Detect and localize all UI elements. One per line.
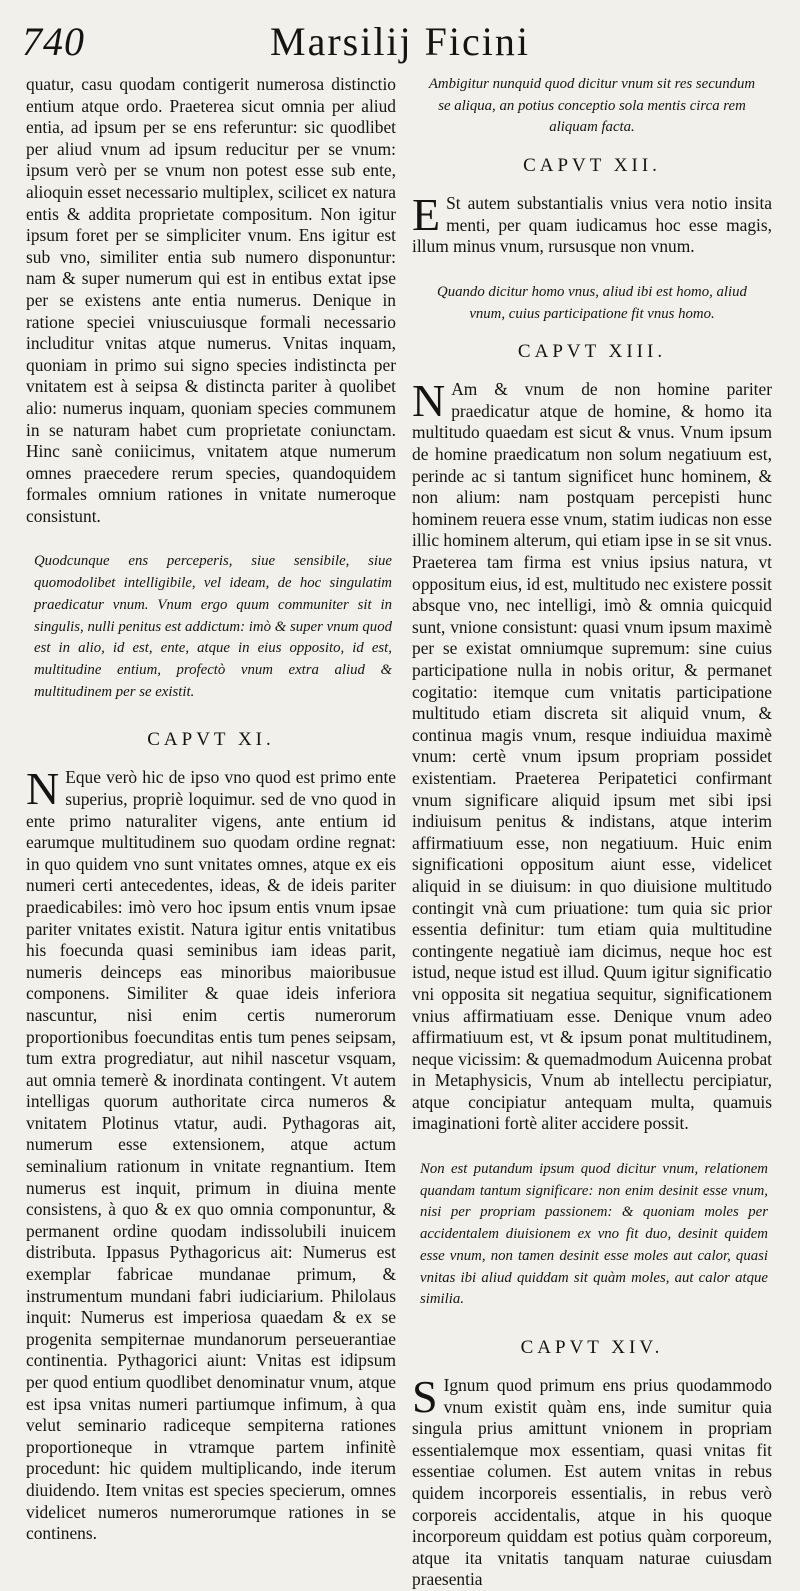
page-number: 740 xyxy=(22,19,85,64)
running-title: Marsilij Ficini xyxy=(270,19,530,64)
left-column xyxy=(26,74,396,1545)
drop-cap: N xyxy=(26,763,60,815)
right-paragraph-14-text: Ignum quod primum ens prius quodammodo vnum existit quàm ens, inde sumitur quia singula prius amittunt vnionem in propriam essentialemque mox essentiam, quasi vnitas fit essentiae columen. Est autem vnitas in rebus quidem incorporeis essentialis, in rebus verò corporeis accidentalis, atque in his quoque incorporeum quiddam est potius quàm corporeum, atque ita vnitatis tanquam naturae cuiusdam praesentia xyxy=(412,1375,772,1590)
right-column xyxy=(412,74,772,1591)
right-paragraph-13-text: Am & vnum de non homine pariter praedicatur atque de homine, & homo ita multitudo quaedam est sicut & vnus. Vnum ipsum de homine praedicatum non solum negatiuum est, perinde ac si tantum significet hunc hominem, & non alium: nam postquam percepisti hunc hominem reuera esse vnum, statim iudicas non esse illic hominem alterum, qui etiam ipse in se sit vnus. Praeterea tam firma est vnius ipsius natura, vt oppositum eius, id est, multitudo nec existere possit absque vno, nec intelligi, imò & omnia quicquid sunt, vnione consistunt: quasi vnum ipsum maximè per se existat omniumque supremum: sine cuius participatione nulla in nobis oritur, & permanet cogitatio: itemque cum vnitatis participatione multitudo etiam discreta sit aliquid vnum, & continua magis vnum, resque indiuidua maximè vnum: certè vnum ipsum propriam possidet existentiam. Praeterea Peripatetici confirmant vnum significare aliquid ipsum met sibi ipsi indiuisum penitus & indistans, atque interim affirmatiuum esse, non negatiuum. Huic enim significationi oppositum aiunt esse, videlicet aliquid in se diuisum: in quo diuisione multitudo contingit vnà cum priuatione: tum quia sic prior essentia definitur: tum etiam quia multitudine contingente negatiuè iam dicimus, neque hoc est istud, neque istud est illud. Quum igitur significatio vni opposita sit negatiua sequitur, significationem vnius affirmatiuam esse. Denique vnum adeo affirmatiuum est, vt & ipsum ponat multitudinem, neque vicissim: & quemadmodum Auicenna probat in Metaphysicis, Vnum ab intellectu percipiatur, atque concipiatur antequam multa, quamuis imaginationi fortè aliter accidere possit. xyxy=(412,379,772,1134)
chapter-heading-11: CAPVT XI. xyxy=(147,729,275,751)
right-paragraph-14 xyxy=(412,1371,772,1591)
right-paragraph-12 xyxy=(412,189,772,258)
right-paragraph-13 xyxy=(412,375,772,1135)
right-paragraph-12-text: St autem substantialis vnius vera notio insita menti, per quam iudicamus hoc esse magis, illum minus vnum, rursusque non vnum. xyxy=(412,193,772,257)
left-summary: Quodcunque ens perceperis, siue sensibile, siue quomodolibet intelligibile, vel ideam, de hoc singulatim praedicatur vnum. Vnum ergo quum communiter sit in singulis, nulli penitus est addictum: imò & super vnum quod est in alio, id est, ente, atque in eius opposito, id est, multitudine entium, profectò vnum extra aliud & multitudinem per se existit. xyxy=(34,553,392,700)
drop-cap: N xyxy=(412,375,446,427)
left-paragraph-2-text: Eque verò hic de ipso vno quod est primo ente superius, propriè loquimur. sed de vno quod in ente primo naturaliter vigens, ante entium id earumque multitudinem suo quodam ordine regnat: in quo quidem vno sunt vnitates omnes, atque ex eis numeri certi antecedentes, ideas, & de ideis pariter praedicabiles: imò vero hoc ipsum entis vnum ipsae pariter vnitates existit. Natura igitur entis vnitatibus his foecunda quasi seminibus iam ideas parit, numeris deinceps eas minoribus maioribusue componens. Similiter & quae ideis inferiora nascuntur, nisi enim certis numerorum proportionibus foecunditas entis tum penes seipsam, tum extra progrediatur, aut nihil nascetur vsquam, aut omnia temerè & inordinata contingent. Vt autem intelligas quorum authoritate circa numeros & vnitatem Plotinus vtatur, audi. Pythagoras ait, numerum esse extensionem, atque actum seminalium rationum in vnitate regnantium. Item numerus est inquit, primum in diuina mente consistens, à quo & ex quo omnia componuntur, & permanent ordine quodam indissolubili inuicem distributa. Ippasus Pythagoricus ait: Numerus est exemplar fabricae mundanae primum, & instrumentum mundani fabri iudiciarium. Philolaus inquit: Numerus est imperiosa quaedam & ex se progenita sempiternae mundanorum perseuerantiae continentia. Pythagorici aiunt: Vnitas est idipsum per quod entium quodlibet denominatur vnum, atque est ipsa vnitas numeri partiumque infimum, à qua velut seminario radiceque sempiterna rationes proportioneque in vtramque partem infinitè procedunt: hic quidem multiplicando, inde iterum diuidendo. Item vnitas est species specierum, omnes videlicet numeros numerorumque rationes in se continens. xyxy=(26,767,396,1544)
right-summary-14: Non est putandum ipsum quod dicitur vnum, relationem quandam tantum significare: non enim desinit esse vnum, nisi per propriam passionem: & quoniam moles per accidentalem diuisionem ex vno fit duo, desinit quidem esse vnum, non tamen desinit esse moles aut calor, quasi vnitas ibi aliud quiddam sit quàm moles, aut calor atque similia. xyxy=(420,1161,768,1308)
drop-cap: S xyxy=(412,1371,438,1422)
drop-cap: E xyxy=(412,189,441,241)
right-summary-top: Ambigitur nunquid quod dicitur vnum sit res secundum se aliqua, an potius conceptio sola mentis circa rem aliquam facta. xyxy=(428,76,756,136)
right-summary-13: Quando dicitur homo vnus, aliud ibi est homo, aliud vnum, cuius participatione fit vnus homo. xyxy=(437,283,747,322)
chapter-heading-14: CAPVT XIV. xyxy=(520,1337,664,1358)
left-paragraph-2 xyxy=(26,763,396,1544)
left-paragraph-1: quatur, casu quodam contigerit numerosa distinctio entium atque ordo. Praeterea sicut omnia per aliud entia, ad ipsum per se ens referuntur: sic quodlibet per aliud vnum ad ipsum reducitur per se vnum: ipsum verò per se vnum non potest esse sub ente, alioquin esset necessario multiplex, scilicet ex natura entis & addita proprietate compositum. Non igitur ipsum foret per se simpliciter vnum. Ens igitur est sub vno, similiter entia sub numero disponuntur: nam & super numerum qui est in entibus extat ipse per se existens ante entia numerus. Denique in ratione speciei vniuscuiusque formali necessario includitur vnitas atque numerus. Vnitas inquam, quoniam in primo sui signo species indistincta per vnitatem est à seipsa & distincta pariter à quolibet alio: numerus inquam, quoniam species communem in se naturam habet cum proprietate coniunctam. Hinc sanè coniicimus, vnitatem atque numerum omnes praecedere rerum species, quandoquidem formales omnium rationes in vnitate numeroque consistunt. xyxy=(26,74,396,526)
chapter-heading-13: CAPVT XIII. xyxy=(517,341,667,363)
chapter-heading-12: CAPVT XII. xyxy=(523,155,661,177)
